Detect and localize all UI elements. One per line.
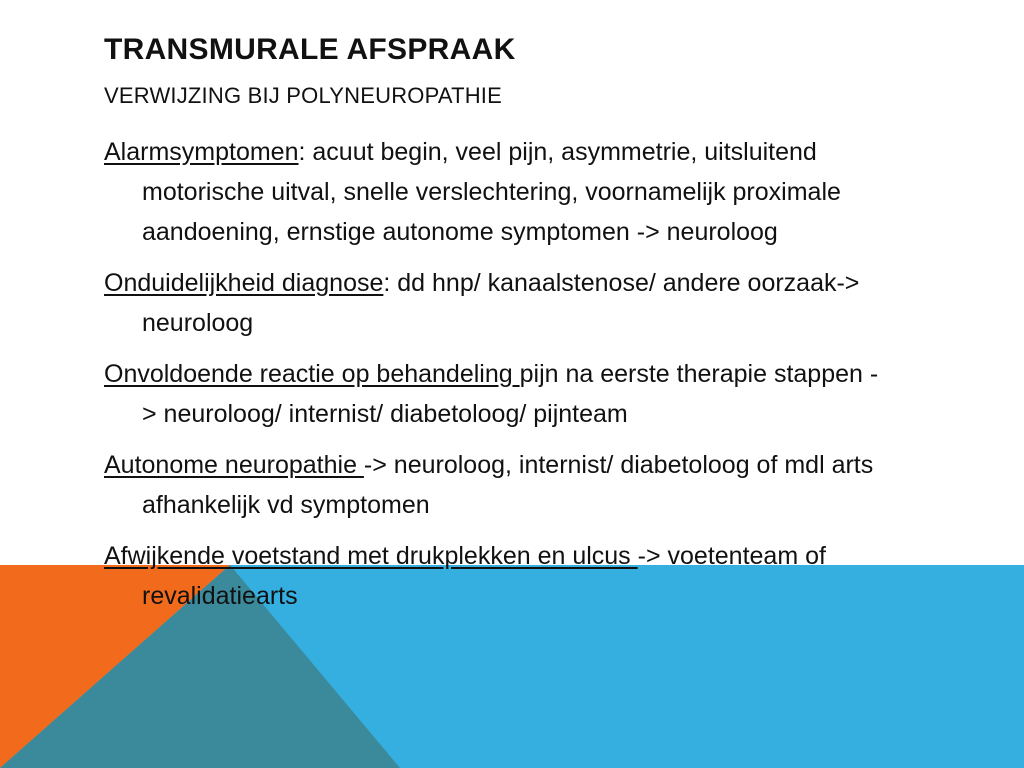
slide-subtitle: VERWIJZING BIJ POLYNEUROPATHIE <box>104 83 502 108</box>
bullet-text: : dd hnp/ kanaalstenose/ andere oorzaak-> neuroloog <box>142 269 860 337</box>
bullet-item <box>104 263 884 343</box>
bullet-heading: Afwijkende voetstand met drukplekken en ulcus <box>104 542 638 570</box>
bullet-text: -> neuroloog, internist/ diabetoloog of mdl arts afhankelijk vd symptomen <box>142 451 874 519</box>
bullet-text: : acuut begin, veel pijn, asymmetrie, uitsluitend motorische uitval, snelle verslechtering, voornamelijk proximale aandoening, ernstige autonome symptomen -> neuroloog <box>142 138 841 246</box>
bullet-heading: Alarmsymptomen <box>104 138 299 166</box>
bullet-heading: Autonome neuropathie <box>104 451 364 479</box>
bullet-heading: Onvoldoende reactie op behandeling <box>104 360 520 388</box>
bullet-text: pijn na eerste therapie stappen -> neuroloog/ internist/ diabetoloog/ pijnteam <box>142 360 879 428</box>
bullet-item <box>104 132 884 252</box>
bullet-item <box>104 445 884 525</box>
bullet-text: -> voetenteam of revalidatiearts <box>142 542 826 610</box>
bullet-item <box>104 536 884 616</box>
bullet-item <box>104 354 884 434</box>
bullet-list <box>104 132 884 627</box>
bullet-heading: Onduidelijkheid diagnose <box>104 269 384 297</box>
slide-title: TRANSMURALE AFSPRAAK <box>104 33 516 66</box>
